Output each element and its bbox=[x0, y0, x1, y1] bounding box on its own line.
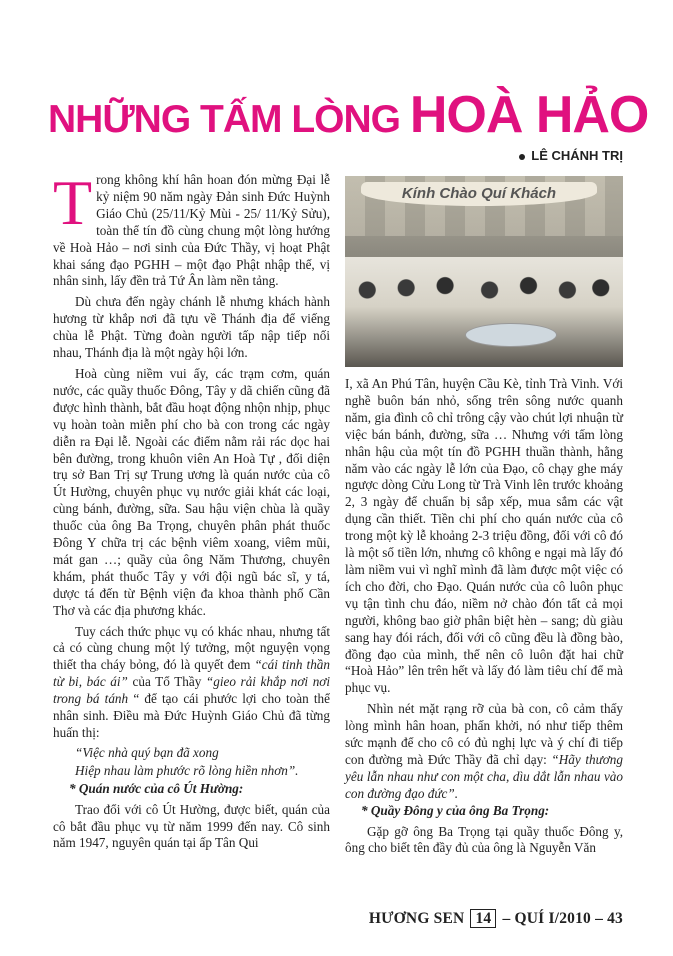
poem-line: “Việc nhà quý bạn đã xong bbox=[75, 744, 219, 760]
section-heading: * Quán nước của cô Út Hường: bbox=[69, 780, 244, 796]
poem-line: Hiệp nhau làm phước rõ lòng hiền nhơn”. bbox=[75, 762, 299, 778]
quote-span: “gieo rải khắp nơi nơi trong bá tánh bbox=[53, 674, 331, 707]
issue-number: 14 bbox=[470, 909, 496, 928]
paragraph-intro bbox=[53, 167, 330, 290]
text-span: “ để tạo cái phước lợi cho toàn thể nhân sinh. Điều mà Đức Huỳnh Giáo Chủ đã từng huấn thị: bbox=[53, 691, 330, 740]
article-photo bbox=[345, 176, 623, 367]
paragraph: Gặp gỡ ông Ba Trọng tại quầy thuốc Đông y, ông cho biết tên đầy đủ của ông là Nguyễn Văn bbox=[345, 823, 623, 856]
photo-banner: Kính Chào Quí Khách bbox=[361, 182, 597, 206]
paragraph: I, xã An Phú Tân, huyện Cầu Kè, tỉnh Trà Vinh. Với nghề buôn bán nhỏ, sống trên sông nước quanh năm, gia đình cô chỉ trông cậy vào chút lợi nhuận từ việc bán bánh, đường, sữa … Nhưng với tấm lòng nhân hậu của một tín đồ PGHH thuần thành, hằng năm vào các ngày lễ lớn của Đạo, cô chạy ghe máy ngược dòng Cửu Long từ Trà Vinh lên trước khoảng 2, 3 ngày để chuẩn bị sắp xếp, mua sắm các vật dụng cần thiết. Tiền chi phí cho quán nước của cô trong một kỳ lễ khoảng 2-3 triệu đồng, đối với cô đó là một số tiền lớn, nhưng cô không e ngại mà lấy đó làm niềm vui vì nghĩ mình đã làm được một việc có ích cho đời, cho Đạo. Quán nước của cô luôn phục vụ tận tình chu đáo, niềm nở chào đón tất cả mọi người, không bao giờ phân biệt hèn – sang; dù giàu sang hay đói rách, đối với cô cũng đều là đồng bào, đồng đạo của mình, thế nên cô luôn đặt hai chữ “Hoà Hảo” lên trên hết và lấy đó làm tiêu chí để mà phục vụ. bbox=[345, 376, 623, 696]
text-span: của Tổ Thầy bbox=[127, 674, 206, 690]
text-span: Nhìn nét mặt rạng rỡ của bà con, cô cảm thấy lòng mình hân hoan, phấn khởi, nó như tiếp thêm sức mạnh để cho cô có đủ nghị lực và ý chí đi tiếp con đường mà Đức Thầy đã chỉ dạy: bbox=[345, 701, 623, 767]
column-left bbox=[53, 167, 331, 852]
photo-table bbox=[465, 323, 557, 347]
quote-span: “cái tinh thần từ bi, bác ái” bbox=[53, 657, 330, 690]
quote-span: “Hãy thương yêu lẫn nhau như con một cha, dìu dắt lẫn nhau vào con đường đạo đức”. bbox=[345, 751, 623, 801]
column-right bbox=[345, 376, 623, 857]
text-span: Tuy cách thức phục vụ có khác nhau, nhưng tất cả có cùng chung một lý tưởng, một nguyện vọng thiết tha cháy bỏng, đó là quyết đem bbox=[53, 623, 330, 673]
magazine-name: HƯƠNG SEN bbox=[368, 910, 465, 927]
article-title bbox=[48, 85, 649, 145]
footer-date-page: – QUÍ I/2010 – 43 bbox=[502, 910, 623, 927]
drop-cap: T bbox=[53, 167, 93, 238]
paragraph: Hoà cùng niềm vui ấy, các trạm cơm, quán nước, các quầy thuốc Đông, Tây y dã chiến cũng đã được hình thành, bắt đầu hoạt động nhộn nhịp, phục vụ hoàn toàn miễn phí cho bà con trong các ngày diễn ra Đại lễ. Ngoài các điểm nằm rải rác dọc hai bên đường, trong khuôn viên An Hoà Tự , đối diện trụ sở Ban Trị sự Trung ương là quán nước của cô Út Hường, chuyên phục vụ nước giải khát các loại, cùng bánh, đường, sữa. Sau hậu viện chùa là quầy thuốc của ông Ba Trọng, chuyên phân phát thuốc Đông Y chữa trị các bệnh viêm xoang, viêm mũi, mát gan …; quầy của ông Năm Thương, chuyên khám, phát thuốc Tây y với đội ngũ bác sĩ, y tá, dược tá đến từ Bệnh viện đa khoa thành phố Cần Thơ và các địa phương khác. bbox=[53, 365, 330, 618]
section-heading: * Quầy Đông y của ông Ba Trọng: bbox=[361, 802, 550, 818]
poem-quote bbox=[75, 745, 330, 780]
intro-text: rong không khí hân hoan đón mừng Đại lễ kỷ niệm 90 năm ngày Đản sinh Đức Huỳnh Giáo Chủ (25/11/Kỷ Mùi - 25/ 11/Kỷ Sửu), toàn thể tín đồ cùng chung một lòng hướng về Hoà Hảo – nơi sinh của Đức Thầy, vị hoạt Phật khai sáng đạo PGHH – một đạo Phật nhập thế, vị nhân sinh, lấy đền trả Tứ Ân làm nền tảng. bbox=[53, 172, 330, 289]
page-footer bbox=[369, 909, 623, 928]
byline bbox=[519, 148, 623, 163]
paragraph: Trao đổi với cô Út Hường, được biết, quán của cô bắt đầu phục vụ từ năm 1999 đến nay. Cô sinh năm 1947, nguyên quán tại ấp Tân Qui bbox=[53, 801, 330, 851]
title-part1: NHỮNG TẤM LÒNG bbox=[48, 98, 410, 141]
photo-crowd bbox=[345, 257, 623, 367]
bullet-icon bbox=[519, 154, 525, 160]
paragraph bbox=[345, 701, 623, 802]
title-part2: HOÀ HẢO bbox=[409, 86, 649, 144]
paragraph bbox=[53, 624, 330, 742]
paragraph: Dù chưa đến ngày chánh lễ nhưng khách hành hương từ khắp nơi đã tựu về Thánh địa để viếng chùa lễ Phật. Từng đoàn người tấp nập tiếp nối nhau, Thánh địa là một ngày hội lớn. bbox=[53, 294, 330, 361]
author-name: LÊ CHÁNH TRỊ bbox=[531, 148, 623, 163]
